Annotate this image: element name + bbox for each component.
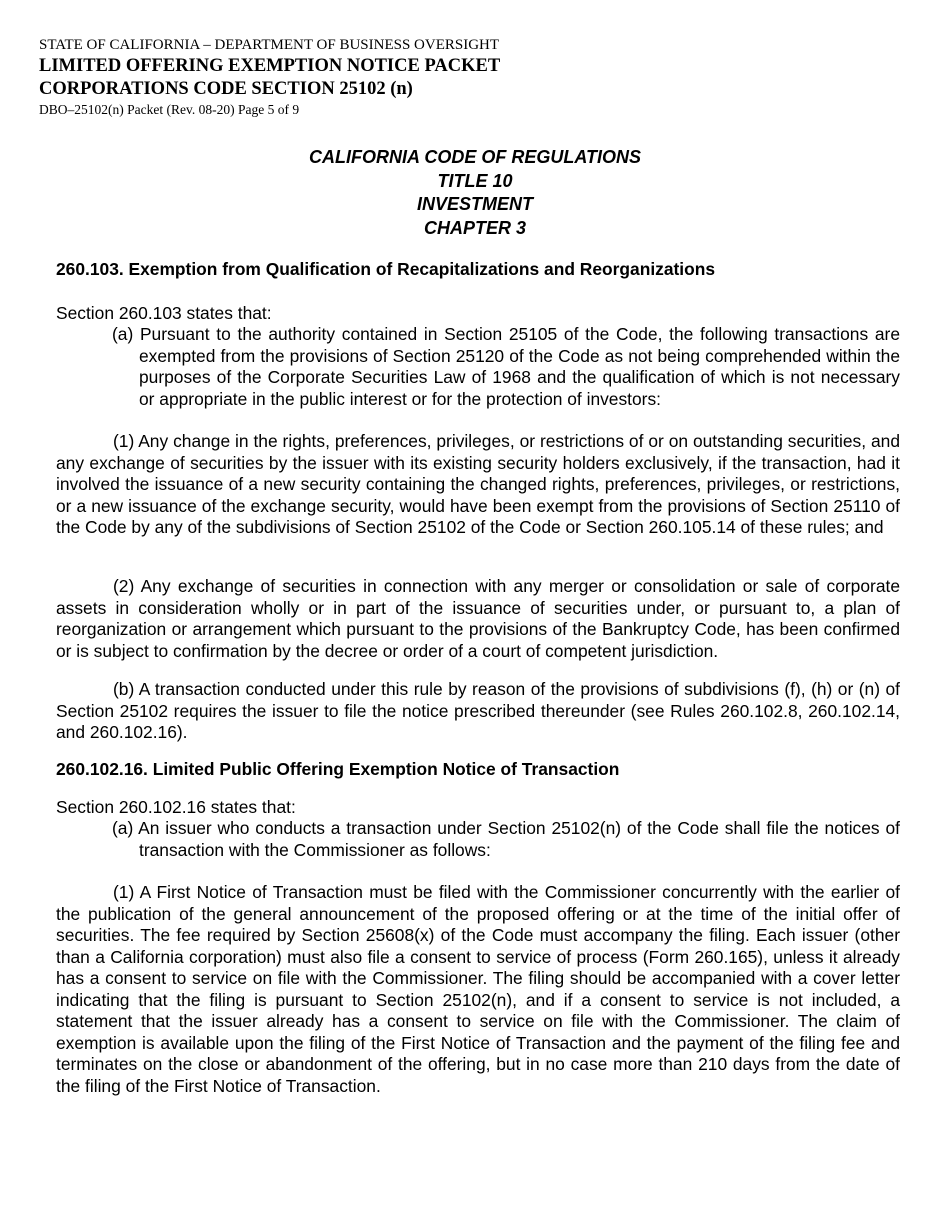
section-heading: 260.103. Exemption from Qualification of Recapitalizations and Reorganizations <box>56 259 716 279</box>
paragraph-a-text: (a) An issuer who conducts a transaction under Section 25102(n) of the Code shall file the notices of transaction with the Commissioner as follows: <box>112 818 900 860</box>
section-heading-260-103 <box>56 259 900 281</box>
title-line-2: TITLE 10 <box>437 170 513 191</box>
paragraph-1-text: (1) A First Notice of Transaction must be filed with the Commissioner concurrently with the earlier of the publication of the general announcement of the proposed offering or at the time of the initial offer of securities. The fee required by Section 25608(x) of the Code must accompany the filing. Each issuer (other than a California corporation) must also file a consent to service of process (Form 260.165), unless it already has a consent to service on file with the Commissioner. The filing should be accompanied with a cover letter indicating that the filing is pursuant to Section 25102(n), and if a consent to service is not included, a statement that the issuer already has a consent to service on file with the Commissioner. The claim of exemption is available upon the filing of the First Notice of Transaction and the payment of the filing fee and terminates on the close or abandonment of the offering, but in no case more than 210 days from the date of the filing of the First Notice of Transaction. <box>56 882 900 1096</box>
section-heading-260-102-16 <box>56 759 900 781</box>
paragraph-1 <box>56 882 900 1097</box>
title-line-3: INVESTMENT <box>416 194 533 214</box>
title-line-1: CALIFORNIA CODE OF REGULATIONS <box>309 147 641 167</box>
paragraph-a <box>56 324 900 410</box>
form-id: DBO–25102(n) Packet (Rev. 08-20) Page 5 of 9 <box>39 102 300 117</box>
code-section-title: CORPORATIONS CODE SECTION 25102 (n) <box>39 79 413 99</box>
paragraph-2 <box>56 576 900 662</box>
agency-name: STATE OF CALIFORNIA – DEPARTMENT OF BUSINESS OVERSIGHT <box>39 37 500 53</box>
intro-text: Section 260.102.16 states that: <box>56 797 296 817</box>
packet-title: LIMITED OFFERING EXEMPTION NOTICE PACKET <box>39 56 501 76</box>
document-header <box>39 36 500 118</box>
paragraph-b <box>56 679 900 744</box>
section-heading: 260.102.16. Limited Public Offering Exemption Notice of Transaction <box>56 759 620 779</box>
section-intro <box>56 797 900 819</box>
paragraph-a-text: (a) Pursuant to the authority contained in Section 25105 of the Code, the following transactions are exempted from the provisions of Section 25120 of the Code as not being comprehended within the purposes of the Corporate Securities Law of 1968 and the qualification of which is not necessary or appropriate in the public interest or for the protection of investors: <box>112 324 900 409</box>
paragraph-1-text: (1) Any change in the rights, preferences, privileges, or restrictions of or on outstanding securities, and any exchange of securities by the issuer with its existing security holders exclusively, if the transaction, had it involved the issuance of a new security containing the changed rights, preferences, privileges, or restrictions, or a new issuance of the exchange security, would have been exempt from the provisions of Section 25110 of the Code by any of the subdivisions of Section 25102 of the Code or Section 260.105.14 of these rules; and <box>56 431 900 537</box>
intro-text: Section 260.103 states that: <box>56 303 272 323</box>
title-line-4: CHAPTER 3 <box>423 217 526 238</box>
regulation-title-block <box>0 146 950 240</box>
paragraph-2-text: (2) Any exchange of securities in connection with any merger or consolidation or sale of corporate assets in consideration wholly or in part of the issuance of securities under, or pursuant to, a plan of reorganization or arrangement which pursuant to the provisions of the Bankruptcy Code, has been confirmed or is subject to confirmation by the decree or order of a court of competent jurisdiction. <box>56 576 900 661</box>
paragraph-1 <box>56 431 900 539</box>
paragraph-b-text: (b) A transaction conducted under this rule by reason of the provisions of subdivisions (f), (h) or (n) of Section 25102 requires the issuer to file the notice prescribed thereunder (see Rules 260.102.8, 260.102.14, and 260.102.16). <box>56 679 900 742</box>
paragraph-a <box>56 818 900 861</box>
section-intro <box>56 303 900 325</box>
